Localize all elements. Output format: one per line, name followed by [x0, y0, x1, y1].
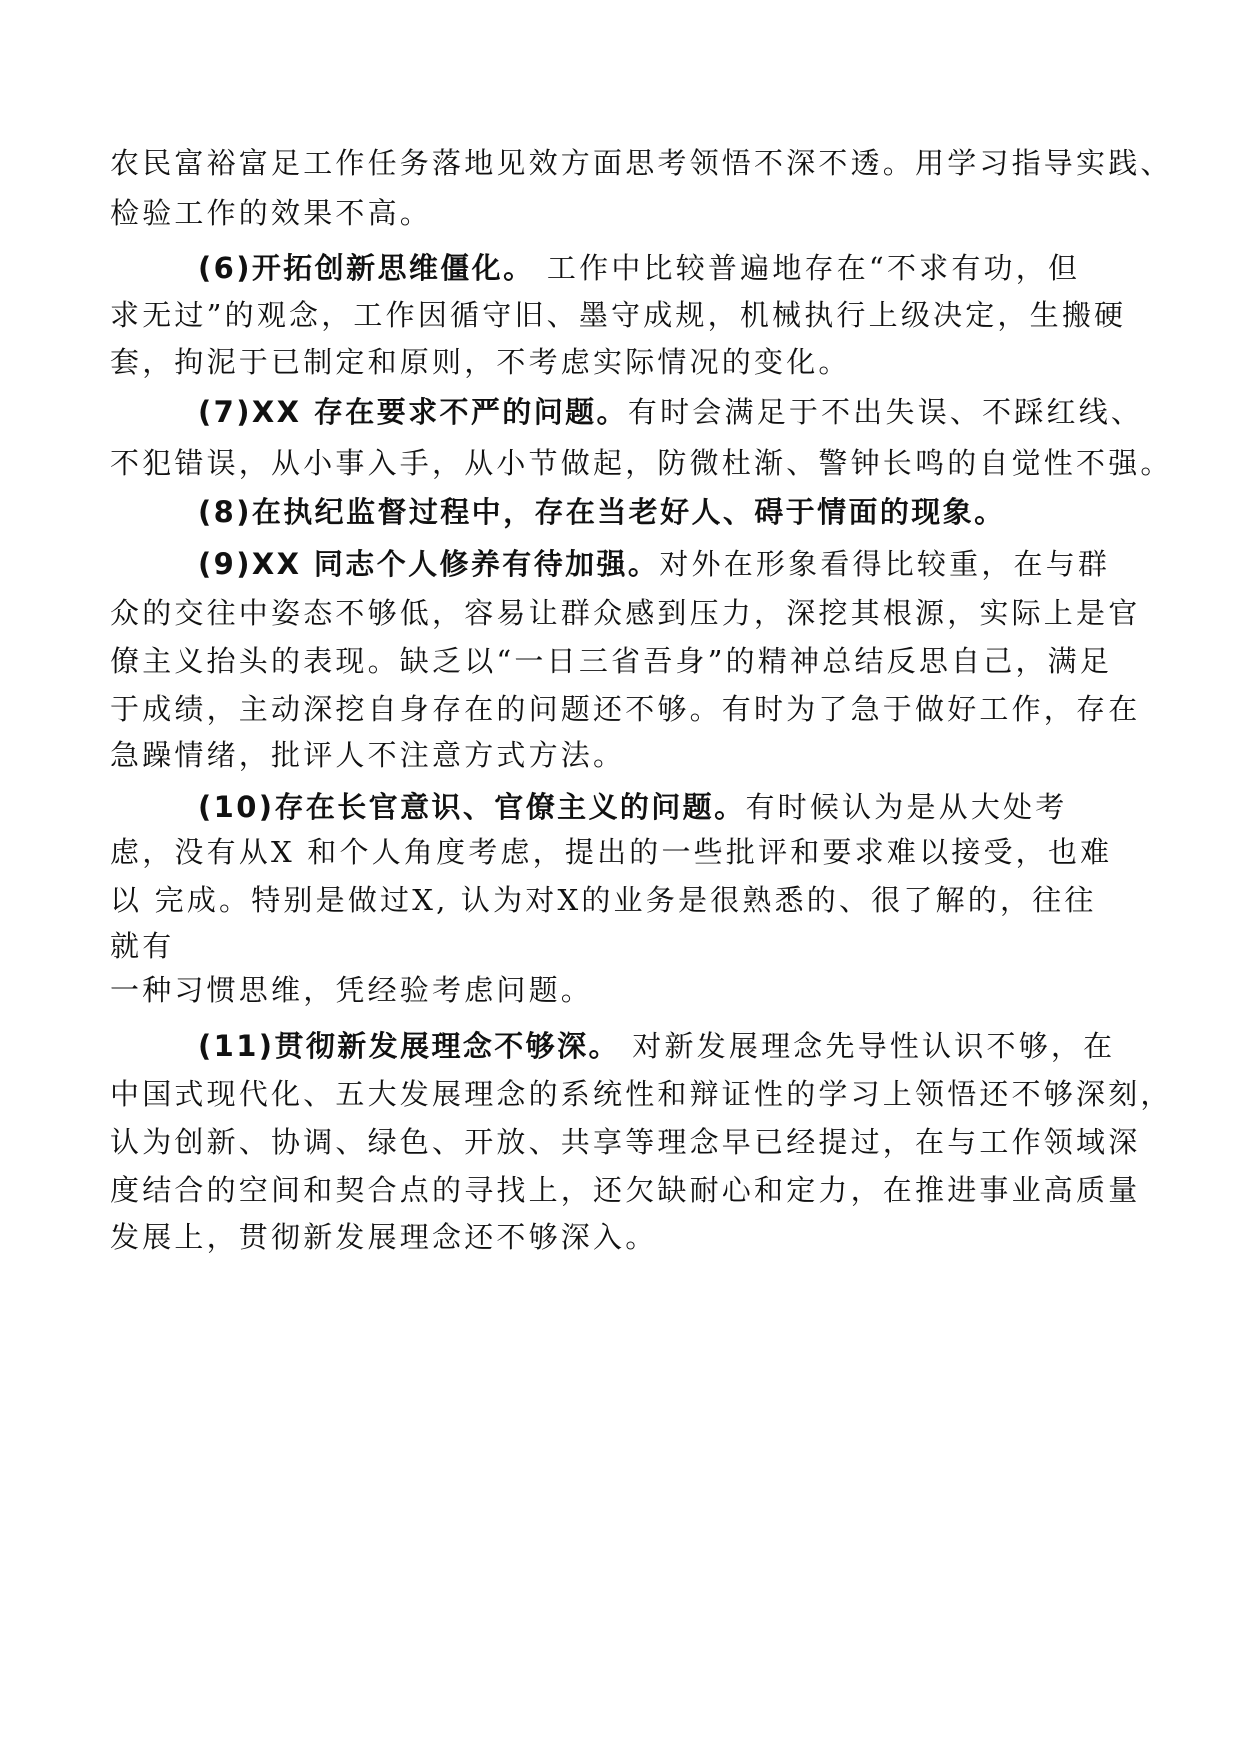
text-line: [110, 1217, 657, 1257]
text-line: [110, 641, 1112, 681]
line-text: 工作中比较普遍地存在“不求有功，但: [534, 251, 1081, 285]
line-text: 对外在形象看得比较重，在与群: [659, 547, 1111, 581]
item-11-heading-line: [198, 1026, 1115, 1066]
line-text: 不犯错误，从小事入手，从小节做起，防微杜渐、警钟长鸣的自觉性不强。: [110, 446, 1173, 480]
text-line: [110, 443, 1173, 483]
item-heading: (11)贯彻新发展理念不够深。: [198, 1029, 620, 1063]
line-text: 发展上，贯彻新发展理念还不够深入。: [110, 1220, 658, 1254]
text-line: [110, 689, 1140, 729]
text-line: [110, 832, 1112, 872]
text-line: [110, 193, 432, 233]
line-text: 中国式现代化、五大发展理念的系统性和辩证性的学习上领悟还不够深刻，: [110, 1077, 1173, 1111]
line-text: 僚主义抬头的表现。缺乏以“一日三省吾身”的精神总结反思自己，满足: [110, 644, 1113, 678]
line-text: 认为创新、协调、绿色、开放、共享等理念早已经提过，在与工作领域深: [110, 1125, 1141, 1159]
item-9-heading-line: [198, 544, 1110, 584]
item-heading: (8)在执纪监督过程中，存在当老好人、碍于情面的现象。: [198, 495, 1006, 529]
line-text: 急躁情绪，批评人不注意方式方法。: [110, 738, 626, 772]
line-text: 套，拘泥于已制定和原则，不考虑实际情况的变化。: [110, 345, 851, 379]
text-line: [110, 143, 1173, 183]
item-heading: (7)XX 存在要求不严的问题。: [198, 395, 628, 429]
item-6-heading-line: [198, 248, 1080, 288]
item-heading: (9)XX 同志个人修养有待加强。: [198, 547, 660, 581]
line-text: 检验工作的效果不高。: [110, 196, 433, 230]
text-line: [110, 593, 1140, 633]
text-line: [110, 1170, 1140, 1210]
line-text: 于成绩，主动深挖自身存在的问题还不够。有时为了急于做好工作，存在: [110, 692, 1141, 726]
text-line: [110, 295, 1126, 335]
text-line: [110, 1074, 1173, 1114]
line-text: 求无过”的观念，工作因循守旧、墨守成规，机械执行上级决定，生搬硬: [110, 298, 1127, 332]
text-line: [110, 342, 851, 382]
line-text: 农民富裕富足工作任务落地见效方面思考领悟不深不透。用学习指导实践、: [110, 146, 1173, 180]
item-10-heading-line: [198, 787, 1067, 827]
line-text: 有时候认为是从大处考: [745, 790, 1068, 824]
text-line: [110, 970, 593, 1010]
line-text: 一种习惯思维，凭经验考虑问题。: [110, 973, 594, 1007]
line-text: 以 完成。特别是做过X, 认为对X的业务是很熟悉的、很了解的，往往: [110, 883, 1097, 917]
text-line: [110, 1122, 1140, 1162]
text-line: [110, 926, 174, 966]
item-heading: (10)存在长官意识、官僚主义的问题。: [198, 790, 746, 824]
text-line: [110, 735, 625, 775]
line-text: 众的交往中姿态不够低，容易让群众感到压力，深挖其根源，实际上是官: [110, 596, 1141, 630]
item-heading: (6)开拓创新思维僵化。: [198, 251, 535, 285]
text-line: [110, 880, 1097, 920]
line-text: 虑，没有从X 和个人角度考虑，提出的一些批评和要求难以接受，也难: [110, 835, 1113, 869]
line-text: 有时会满足于不出失误、不踩红线、: [627, 395, 1144, 429]
line-text: 度结合的空间和契合点的寻找上，还欠缺耐心和定力，在推进事业高质量: [110, 1173, 1141, 1207]
item-7-heading-line: [198, 392, 1143, 432]
line-text: 就有: [110, 929, 175, 963]
line-text: 对新发展理念先导性认识不够，在: [619, 1029, 1116, 1063]
item-8-heading-line: [198, 492, 1006, 532]
